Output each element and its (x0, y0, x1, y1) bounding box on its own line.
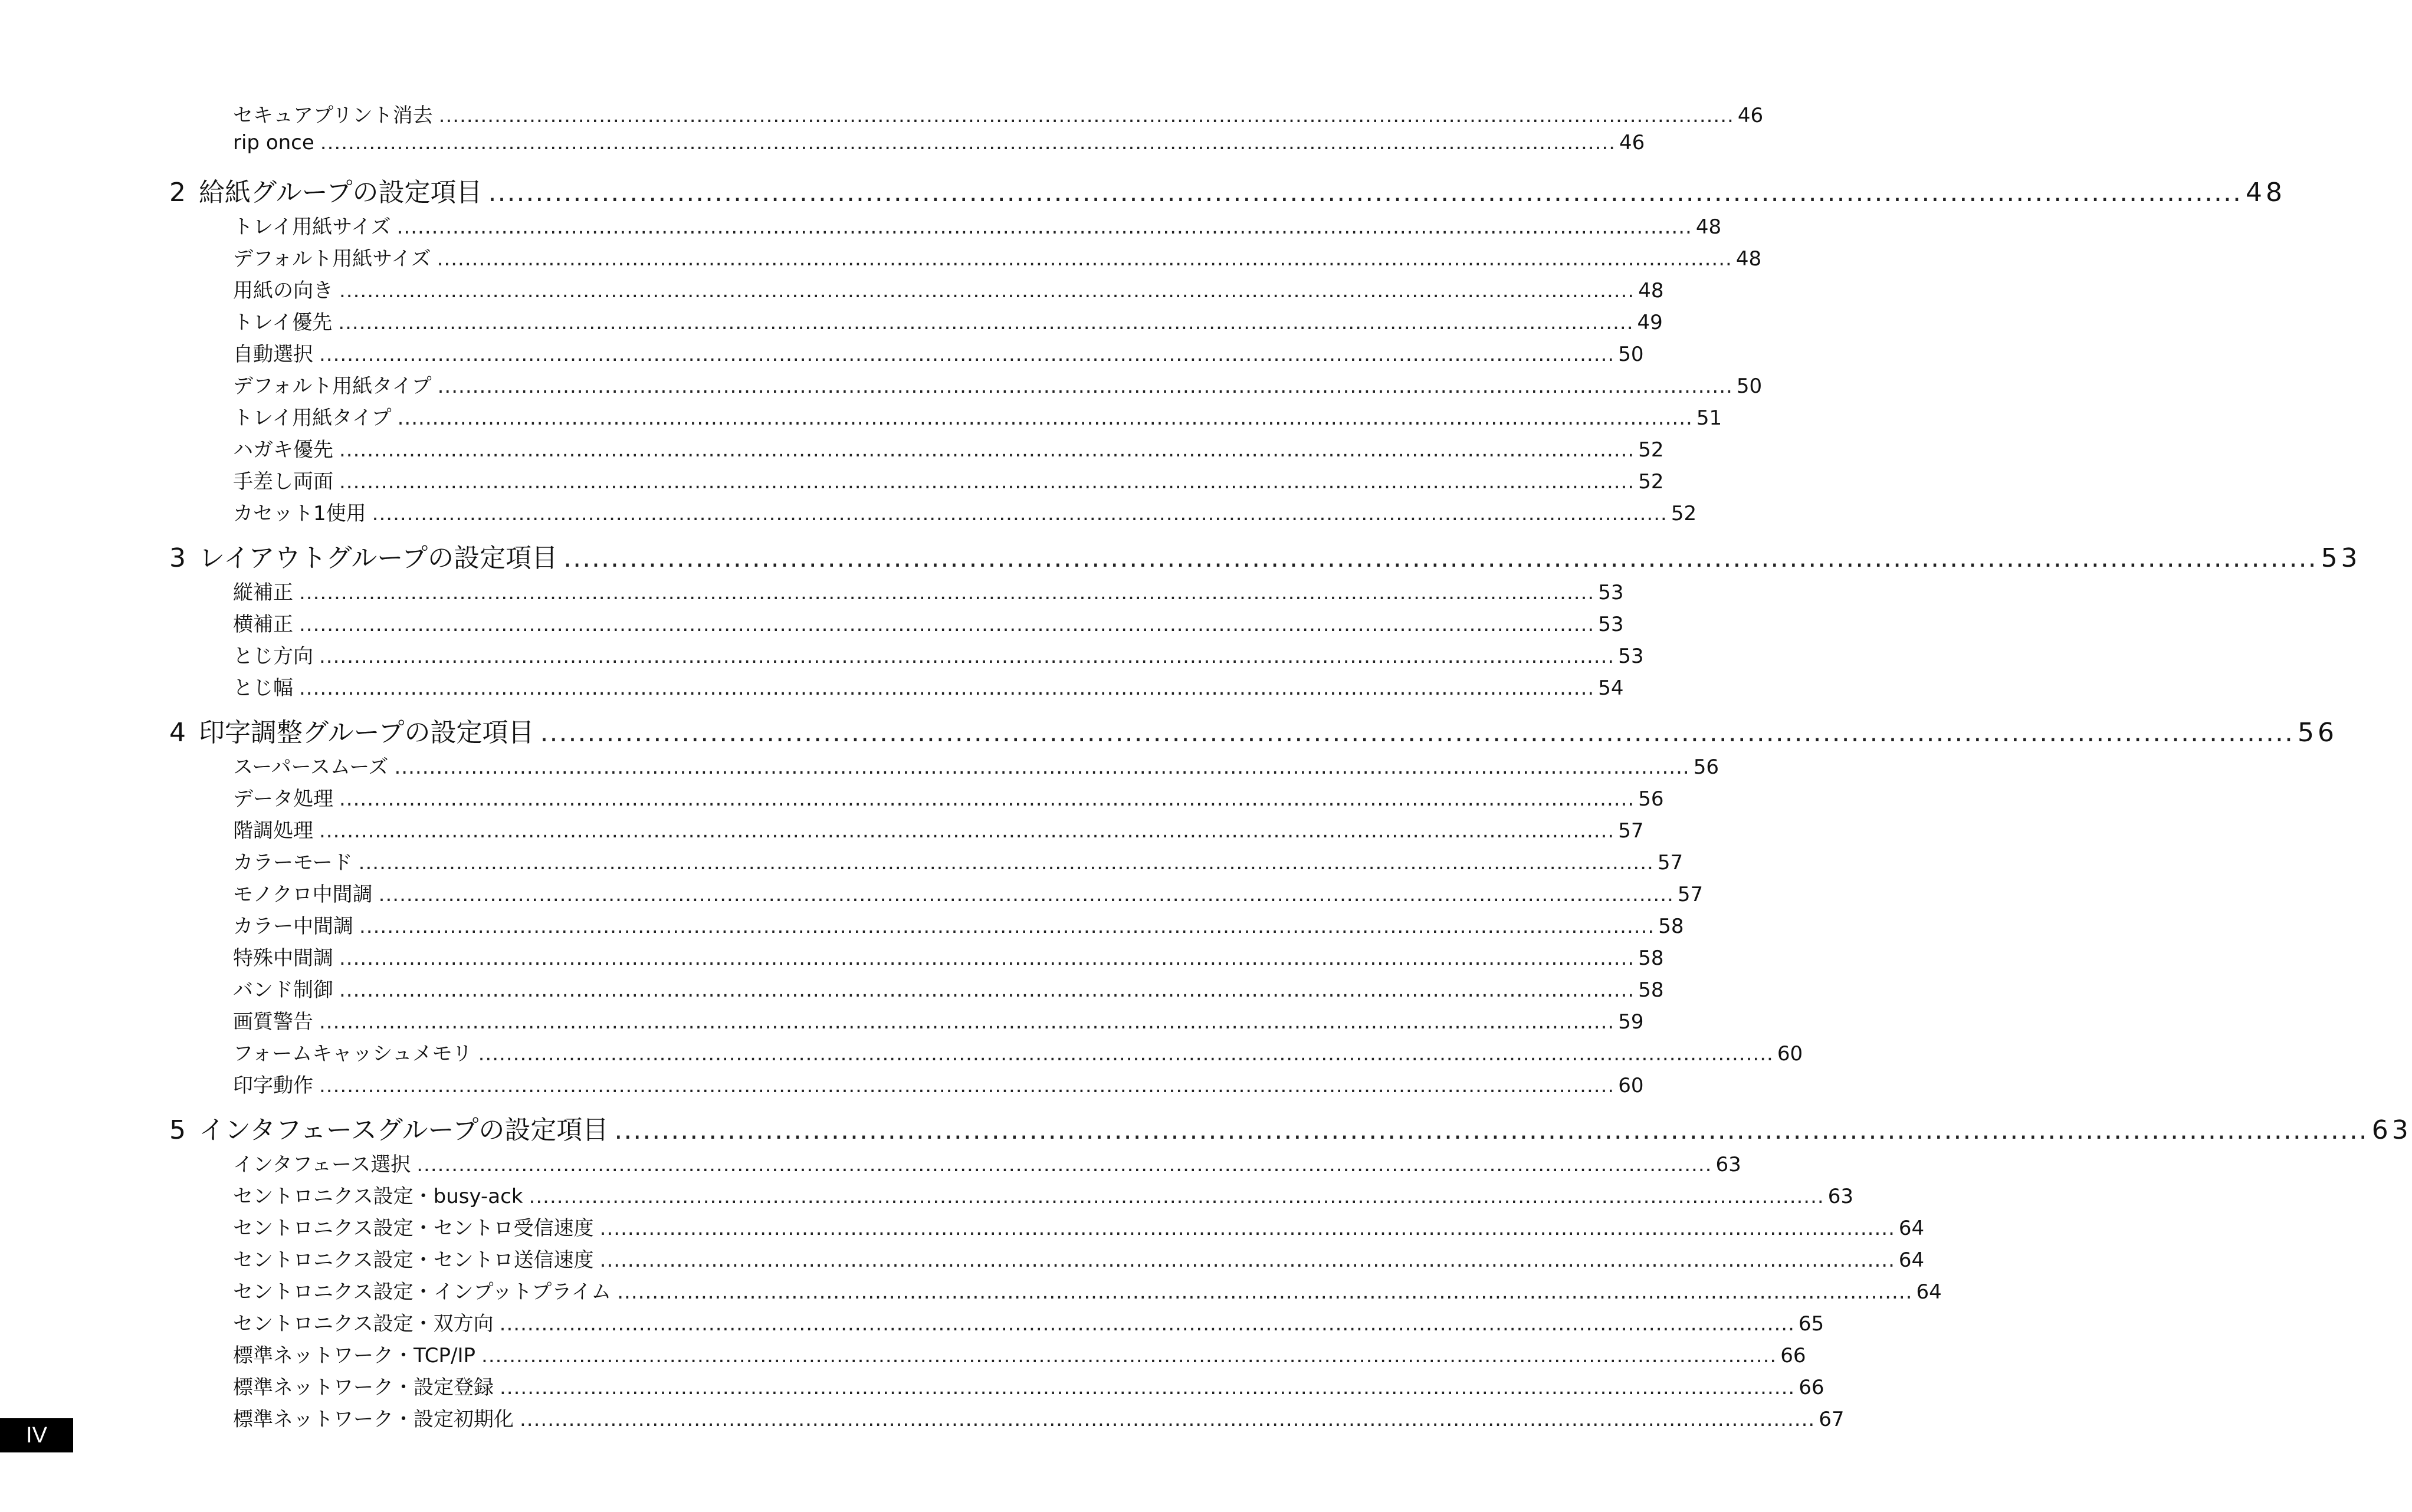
toc-entry-label: 横補正 (233, 613, 293, 636)
toc-section-heading[interactable] (169, 711, 2338, 748)
toc-entry-page: 67 (1819, 1408, 1845, 1431)
toc-entry-page: 54 (1598, 676, 1624, 700)
toc-entry-page: 52 (1638, 438, 1664, 462)
toc-entry[interactable] (233, 846, 1684, 878)
toc-entry-label: 自動選択 (233, 343, 313, 366)
toc-entry[interactable] (233, 942, 1664, 974)
dot-leader: .......................................................................................................................................................................................... (394, 755, 1690, 779)
toc-entry-page: 52 (1671, 502, 1697, 525)
dot-leader: .......................................................................................................................................................................................... (299, 581, 1595, 604)
dot-leader: .......................................................................................................................................................................................... (540, 718, 2294, 748)
toc-entry[interactable] (233, 497, 1697, 529)
toc-entry-label: 用紙の向き (233, 279, 333, 303)
toc-entry[interactable] (233, 131, 1645, 163)
dot-leader: .......................................................................................................................................................................................... (481, 1344, 1777, 1368)
toc-entry-page: 64 (1898, 1217, 1925, 1240)
toc-entry-page: 60 (1618, 1074, 1644, 1097)
dot-leader: .......................................................................................................................................................................................... (438, 104, 1734, 127)
toc-entry-page: 53 (1598, 613, 1624, 636)
toc-entry-page: 65 (1798, 1312, 1824, 1336)
toc-entry-page: 66 (1780, 1344, 1806, 1368)
toc-entry[interactable] (233, 433, 1664, 465)
toc-entry-page: 56 (1638, 787, 1664, 811)
page-number-tab: IV (0, 1418, 73, 1452)
dot-leader: .......................................................................................................................................................................................... (339, 787, 1635, 811)
toc-entry-label: フォームキャッシュメモリ (233, 1042, 472, 1066)
toc-entry-label: 印字動作 (233, 1074, 313, 1097)
dot-leader: .......................................................................................................................................................................................... (338, 311, 1634, 334)
toc-entry-label: ハガキ優先 (233, 438, 333, 462)
dot-leader: .......................................................................................................................................................................................... (319, 819, 1615, 843)
toc-entry[interactable] (233, 1276, 1942, 1307)
toc-entry[interactable] (233, 672, 1624, 704)
toc-entry-page: 48 (1735, 247, 1762, 271)
toc-entry-label: 手差し両面 (233, 470, 333, 494)
toc-entry-page: 49 (1637, 311, 1663, 334)
section-page: 53 (2321, 543, 2361, 573)
dot-leader: .......................................................................................................................................................................................... (319, 1010, 1615, 1034)
toc-entry[interactable] (233, 1244, 1925, 1276)
toc-entry[interactable] (233, 640, 1644, 672)
toc-entry-label: とじ幅 (233, 676, 293, 700)
dot-leader: .......................................................................................................................................................................................... (416, 1153, 1712, 1176)
toc-entry-page: 58 (1638, 978, 1664, 1002)
toc-entry[interactable] (233, 974, 1664, 1005)
toc-entry[interactable] (233, 242, 1762, 274)
toc-entry-label: スーパースムーズ (233, 755, 389, 779)
dot-leader: .......................................................................................................................................................................................... (378, 883, 1674, 906)
toc-entry[interactable] (233, 402, 1722, 433)
toc-entry[interactable] (233, 1339, 1806, 1371)
toc-section-heading[interactable] (169, 537, 2361, 573)
toc-entry-label: 標準ネットワーク・設定初期化 (233, 1408, 514, 1431)
dot-leader: .......................................................................................................................................................................................... (563, 543, 2318, 573)
toc-entry-label: rip once (233, 131, 314, 155)
section-number: 2 (169, 178, 186, 208)
toc-entry-label: トレイ優先 (233, 311, 333, 334)
toc-entry-page: 57 (1677, 883, 1704, 906)
section-page: 63 (2371, 1115, 2412, 1145)
toc-entry[interactable] (233, 751, 1719, 783)
toc-entry-label: セントロニクス設定・セントロ送信速度 (233, 1248, 594, 1272)
toc-entry-label: バンド制御 (233, 978, 333, 1002)
toc-entry[interactable] (233, 306, 1663, 338)
dot-leader: .......................................................................................................................................................................................... (520, 1408, 1816, 1431)
dot-leader: .......................................................................................................................................................................................... (320, 131, 1616, 155)
toc-entry[interactable] (233, 274, 1664, 306)
section-number: 5 (169, 1115, 186, 1145)
dot-leader: .......................................................................................................................................................................................... (499, 1312, 1795, 1336)
toc-entry-page: 64 (1916, 1280, 1942, 1304)
dot-leader: .......................................................................................................................................................................................... (614, 1115, 2368, 1145)
toc-entry-page: 46 (1619, 131, 1645, 155)
toc-entry-page: 53 (1618, 645, 1644, 668)
dot-leader: .......................................................................................................................................................................................... (299, 676, 1595, 700)
toc-entry[interactable] (233, 211, 1722, 242)
dot-leader: .......................................................................................................................................................................................... (339, 438, 1635, 462)
dot-leader: .......................................................................................................................................................................................... (319, 645, 1615, 668)
toc-entry-label: セントロニクス設定・セントロ受信速度 (233, 1217, 594, 1240)
toc-entry-label: セントロニクス設定・インプットプライム (233, 1280, 612, 1304)
section-title: レイアウトグループの設定項目 (199, 543, 558, 573)
toc-entry-page: 64 (1898, 1248, 1925, 1272)
toc-entry-label: 縦補正 (233, 581, 293, 604)
dot-leader: .......................................................................................................................................................................................... (358, 851, 1654, 875)
section-page: 48 (2245, 178, 2286, 208)
section-page: 56 (2297, 718, 2338, 748)
toc-entry[interactable] (233, 910, 1684, 942)
toc-entry-page: 66 (1799, 1376, 1824, 1399)
toc-entry[interactable] (233, 1371, 1824, 1403)
toc-entry-page: 59 (1618, 1010, 1644, 1034)
toc-entry-page: 60 (1777, 1042, 1803, 1066)
dot-leader: .......................................................................................................................................................................................... (339, 978, 1635, 1002)
toc-entry-page: 58 (1638, 946, 1664, 970)
section-title: インタフェースグループの設定項目 (199, 1115, 609, 1145)
toc-entry[interactable] (233, 608, 1624, 640)
toc-entry[interactable] (233, 465, 1664, 497)
section-title: 印字調整グループの設定項目 (199, 718, 534, 748)
toc-entry[interactable] (233, 1005, 1644, 1037)
toc-entry-page: 51 (1696, 406, 1722, 430)
dot-leader: .......................................................................................................................................................................................... (500, 1376, 1796, 1399)
section-number: 3 (169, 543, 186, 573)
dot-leader: .......................................................................................................................................................................................... (599, 1217, 1895, 1240)
toc-entry-page: 56 (1693, 755, 1719, 779)
dot-leader: .......................................................................................................................................................................................... (299, 613, 1595, 636)
toc-entry-page: 50 (1736, 374, 1763, 398)
toc-entry-page: 58 (1658, 915, 1684, 938)
toc-entry[interactable] (233, 1212, 1925, 1244)
dot-leader: .......................................................................................................................................................................................... (319, 1074, 1615, 1097)
dot-leader: .......................................................................................................................................................................................... (339, 470, 1635, 494)
toc-entry-label: 特殊中間調 (233, 946, 333, 970)
toc-entry-page: 63 (1715, 1153, 1741, 1176)
dot-leader: .......................................................................................................................................................................................... (437, 247, 1732, 271)
toc-entry-page: 57 (1657, 851, 1684, 875)
toc-entry-label: 標準ネットワーク・設定登録 (233, 1376, 494, 1399)
dot-leader: .......................................................................................................................................................................................... (599, 1248, 1895, 1272)
toc-entry[interactable] (233, 878, 1704, 910)
toc-entry-label: カラーモード (233, 851, 353, 875)
dot-leader: .......................................................................................................................................................................................... (372, 502, 1668, 525)
toc-entry[interactable] (233, 1180, 1853, 1212)
toc-entry-page: 63 (1827, 1185, 1853, 1208)
toc-section-heading[interactable] (169, 1109, 2412, 1145)
toc-entry-page: 48 (1695, 215, 1722, 239)
toc-entry-label: セキュアプリント消去 (233, 104, 433, 127)
toc-entry[interactable] (233, 370, 1763, 402)
dot-leader: .......................................................................................................................................................................................... (339, 279, 1635, 303)
toc-section-heading[interactable] (169, 171, 2286, 208)
toc-entry-label: デフォルト用紙サイズ (233, 247, 431, 271)
toc-entry[interactable] (233, 1403, 1845, 1435)
toc-entry-page: 46 (1737, 104, 1764, 127)
toc-entry[interactable] (233, 1307, 1824, 1339)
dot-leader: .......................................................................................................................................................................................... (339, 946, 1635, 970)
toc-entry-label: トレイ用紙サイズ (233, 215, 391, 239)
toc-entry[interactable] (233, 1069, 1644, 1101)
dot-leader: .......................................................................................................................................................................................... (478, 1042, 1774, 1066)
toc-entry[interactable] (233, 783, 1664, 814)
toc-entry-page: 53 (1598, 581, 1624, 604)
toc-entry-label: セントロニクス設定・busy-ack (233, 1185, 523, 1208)
toc-entry-page: 48 (1638, 279, 1664, 303)
section-title: 給紙グループの設定項目 (199, 178, 483, 208)
dot-leader: .......................................................................................................................................................................................... (396, 215, 1692, 239)
dot-leader: .......................................................................................................................................................................................... (617, 1280, 1913, 1304)
toc-entry-page: 52 (1638, 470, 1664, 494)
toc-entry-label: とじ方向 (233, 645, 313, 668)
toc-entry-page: 57 (1618, 819, 1644, 843)
section-number: 4 (169, 718, 186, 748)
dot-leader: .......................................................................................................................................................................................... (397, 406, 1693, 430)
dot-leader: .......................................................................................................................................................................................... (319, 343, 1615, 366)
toc-entry-label: カラー中間調 (233, 915, 353, 938)
toc-entry-label: デフォルト用紙タイプ (233, 374, 432, 398)
toc-entry-label: トレイ用紙タイプ (233, 406, 392, 430)
dot-leader: .......................................................................................................................................................................................... (529, 1185, 1824, 1208)
toc-entry-label: セントロニクス設定・双方向 (233, 1312, 494, 1336)
toc-entry[interactable] (233, 338, 1644, 370)
dot-leader: .......................................................................................................................................................................................... (437, 374, 1733, 398)
toc-entry-label: モノクロ中間調 (233, 883, 373, 906)
dot-leader: .......................................................................................................................................................................................... (359, 915, 1655, 938)
dot-leader: .......................................................................................................................................................................................... (488, 178, 2242, 208)
toc-entry-label: 画質警告 (233, 1010, 313, 1034)
toc-entry-label: カセット1使用 (233, 502, 366, 525)
toc-entry-label: インタフェース選択 (233, 1153, 411, 1176)
toc-entry[interactable] (233, 1037, 1803, 1069)
toc-entry-label: 階調処理 (233, 819, 313, 843)
toc-entry-label: データ処理 (233, 787, 333, 811)
toc-entry[interactable] (233, 1148, 1741, 1180)
toc-entry[interactable] (233, 99, 1764, 131)
toc-entry-page: 50 (1618, 343, 1644, 366)
toc-entry[interactable] (233, 814, 1644, 846)
toc-entry[interactable] (233, 576, 1624, 608)
toc-entry-label: 標準ネットワーク・TCP/IP (233, 1344, 476, 1368)
